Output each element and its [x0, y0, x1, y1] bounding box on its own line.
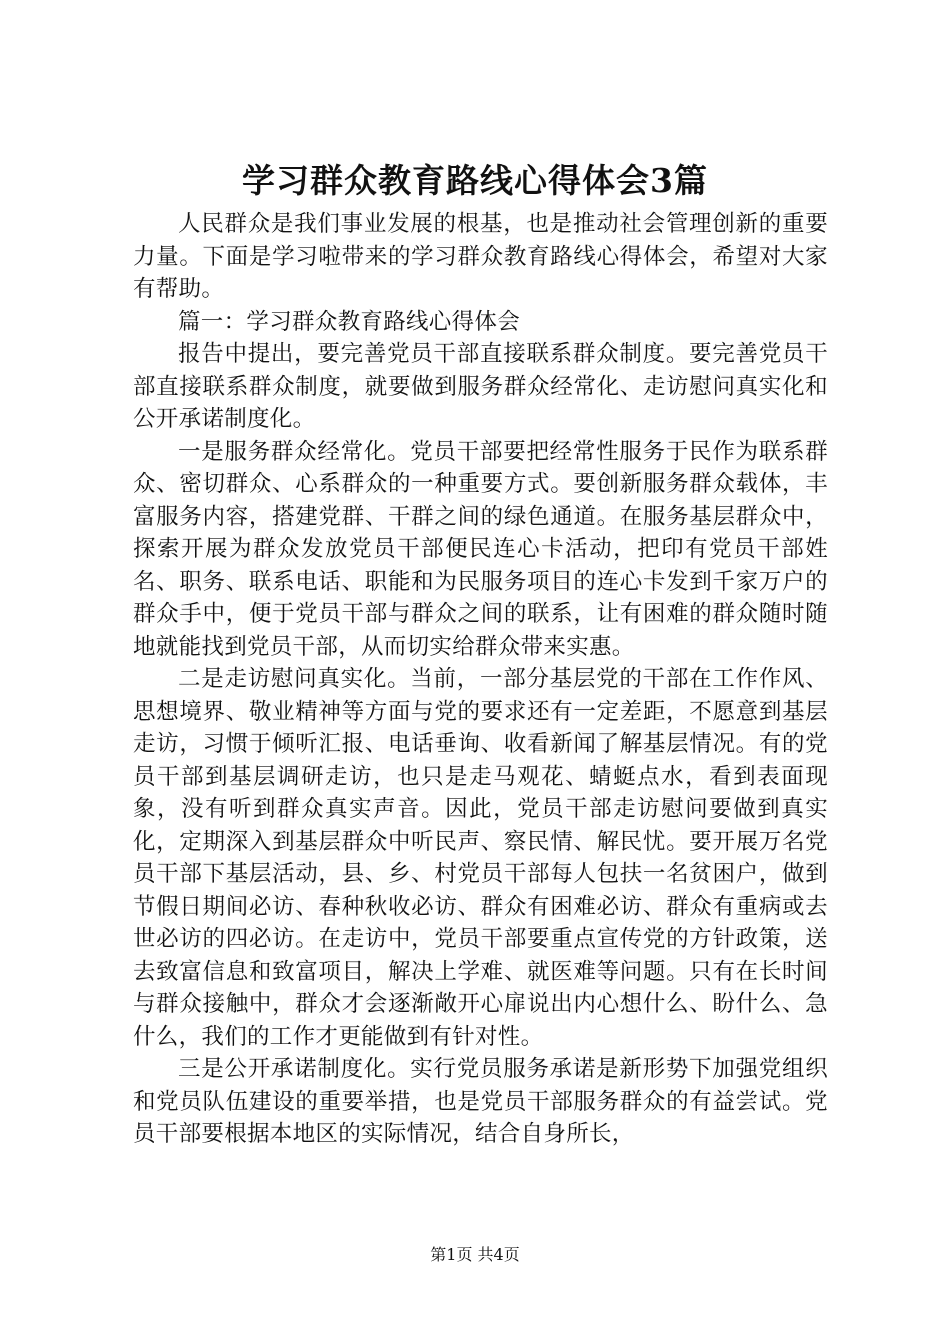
paragraph-section-heading: 篇一：学习群众教育路线心得体会: [178, 308, 521, 335]
document-title: 学习群众教育路线心得体会3篇: [242, 161, 708, 200]
paragraph-report: 报告中提出，要完善党员干部直接联系群众制度。要完善党员干部直接联系群众制度，就要做到服务群众经常化、走访慰问真实化和公开承诺制度化。: [133, 341, 828, 432]
page-footer: 第1页 共4页: [430, 1245, 520, 1264]
document-body: [133, 208, 828, 1151]
paragraph-point-one: 一是服务群众经常化。党员干部要把经常性服务于民作为联系群众、密切群众、心系群众的一种重要方式。要创新服务群众载体，丰富服务内容，搭建党群、干群之间的绿色通道。在服务基层群众中，探索开展为群众发放党员干部便民连心卡活动，把印有党员干部姓名、职务、联系电话、职能和为民服务项目的连心卡发到千家万户的群众手中，便于党员干部与群众之间的联系，让有困难的群众随时随地就能找到党员干部，从而切实给群众带来实惠。: [133, 438, 828, 660]
paragraph-point-three: 三是公开承诺制度化。实行党员服务承诺是新形势下加强党组织和党员队伍建设的重要举措，也是党员干部服务群众的有益尝试。党员干部要根据本地区的实际情况，结合自身所长，: [133, 1056, 828, 1147]
paragraph-point-two: 二是走访慰问真实化。当前，一部分基层党的干部在工作作风、思想境界、敬业精神等方面与党的要求还有一定差距，不愿意到基层走访，习惯于倾听汇报、电话垂询、收看新闻了解基层情况。有的党员干部到基层调研走访，也只是走马观花、蜻蜓点水，看到表面现象，没有听到群众真实声音。因此，党员干部走访慰问要做到真实化，定期深入到基层群众中听民声、察民情、解民忧。要开展万名党员干部下基层活动，县、乡、村党员干部每人包扶一名贫困户，做到节假日期间必访、春种秋收必访、群众有困难必访、群众有重病或去世必访的四必访。在走访中，党员干部要重点宣传党的方针政策，送去致富信息和致富项目，解决上学难、就医难等问题。只有在长时间与群众接触中，群众才会逐渐敞开心扉说出内心想什么、盼什么、急什么，我们的工作才更能做到有针对性。: [133, 666, 828, 1050]
paragraph-intro: 人民群众是我们事业发展的根基，也是推动社会管理创新的重要力量。下面是学习啦带来的学习群众教育路线心得体会，希望对大家有帮助。: [133, 211, 828, 302]
